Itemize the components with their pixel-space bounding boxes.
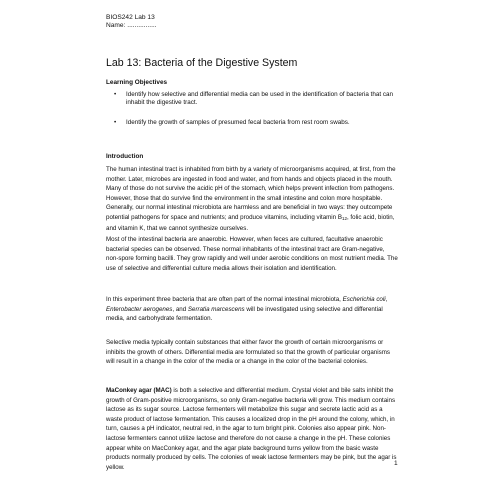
page-header: [106, 14, 157, 30]
bullet-icon: •: [114, 91, 117, 98]
name-field-label: Name: ................: [106, 22, 157, 29]
intro-paragraph-4: Selective media typically contain substances that either favor the growth of certain microorganisms or inhibits the growth of others. Differential media are formulated so that the growth of particular organisms will result in a change in the color of the media or a change in the color of the bacterial colonies.: [106, 339, 390, 366]
learning-objectives-heading: Learning Objectives: [106, 79, 168, 86]
subscript: 12: [341, 215, 347, 221]
intro-paragraph-2: Most of the intestinal bacteria are anaerobic. However, when feces are cultured, facultative anaerobic bacterial species can be observed. These normal inhabitants of the intestinal tract are Gram-negative, non-spore forming bacilli. They grow rapidly and well under aerobic conditions on most nutrient media. The use of selective and differential culture media allows their isolation and identification.: [106, 236, 398, 272]
objective-text: Identify how selective and differential media can be used in the identification of bacteria that can inhabit the digestive tract.: [126, 91, 393, 106]
page-number: 1: [394, 460, 398, 467]
objective-text: Identify the growth of samples of presumed fecal bacteria from rest room swabs.: [126, 119, 350, 126]
bullet-icon: •: [114, 119, 117, 126]
intro-paragraph-5: MaConkey agar (MAC) is both a selective and differential medium. Crystal violet and bile salts inhibit the growth of Gram-positive microorganisms, so only Gram-negative bacteria will grow. This medium contains lactose as its sugar source. Lactose fermenters will metabolize this sugar and secrete lactic acid as a waste product of lactose fermentation. This causes a localized drop in the pH around the colony, which, in turn, causes a pH indicator, neutral red, in the agar to turn bright pink. Colonies also appear pink. Non-lactose fermenters cannot utilize lactose and therefore do not cause a change in the pH. These colonies appear white on MacConkey agar, and the agar plate background turns yellow from the basic waste products normally produced by cells. The colonies of weak lactose fermenters may be pink, but the agar is yellow.: [106, 387, 397, 471]
intro-paragraph-1: The human intestinal tract is inhabited from birth by a variety of microorganisms acquired, at first, from the mother. Later, microbes are ingested in food and water, and from hands and objects placed in the mouth. Many of those do not survive the acidic pH of the stomach, which helps prevent infection from pathogens. However, those that do survive find the environment in the small intestine and colon more hospitable. Generally, our normal intestinal microbiota are harmless and are beneficial in two ways: they outcompete potential pathogens for space and nutrients; and produce vitamins, including vitamin $B_{12}$, folic acid, biotin, and vitamin K, that we cannot synthesize ourselves.: [106, 166, 396, 232]
organism-name: Serratia marcescens: [187, 305, 245, 313]
medium-name: MaConkey agar (MAC): [106, 387, 172, 394]
intro-paragraph-3: In this experiment three bacteria that are often part of the normal intestinal microbiota, Escherichia coli, Enterobacter aerogenes, and Serratia marcescens will be investigated using selective and differential media, and carbohydrate fermentation.: [106, 296, 388, 323]
course-code: BIOS242 Lab 13: [106, 14, 155, 21]
organism-name: Escherichia coli: [342, 296, 386, 303]
introduction-heading: Introduction: [106, 153, 144, 160]
page-title: Lab 13: Bacteria of the Digestive System: [106, 57, 298, 69]
organism-name: Enterobacter aerogenes: [106, 305, 173, 313]
